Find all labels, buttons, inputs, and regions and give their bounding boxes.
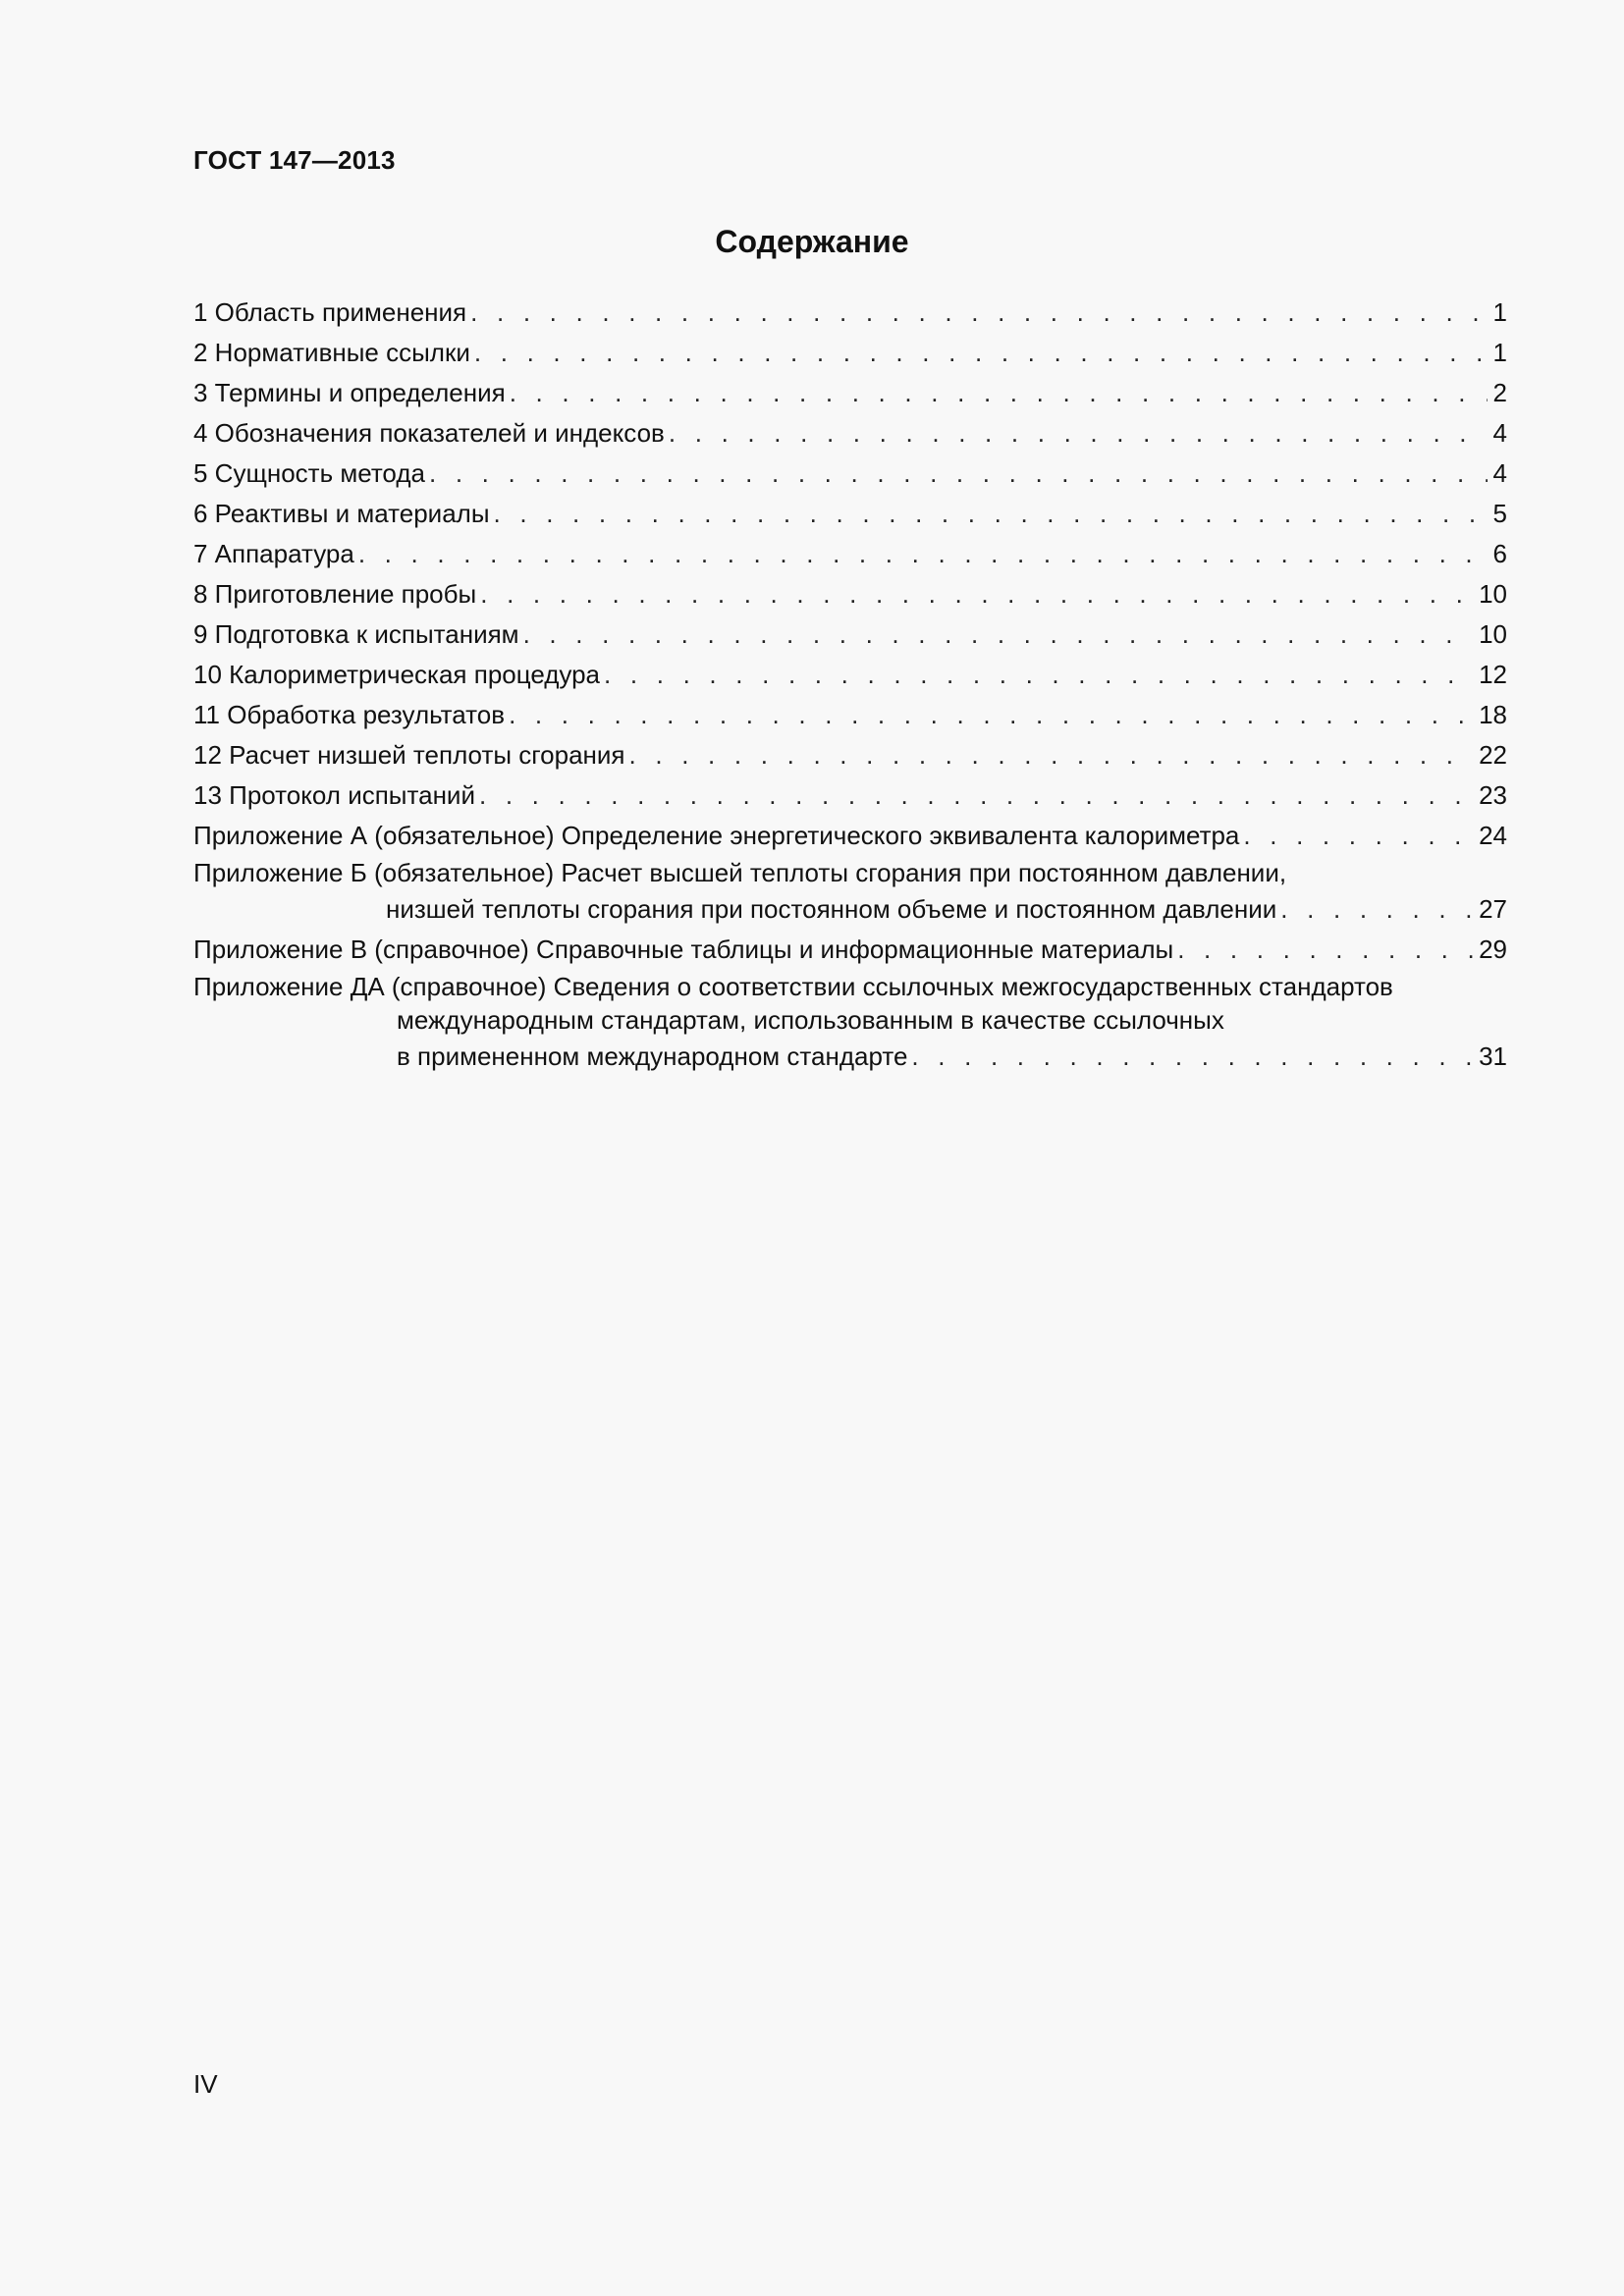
- toc-entry-8[interactable]: [193, 574, 1507, 614]
- toc-entry-text: 11 Обработка результатов: [193, 700, 506, 729]
- toc-entry-4[interactable]: [193, 413, 1507, 454]
- toc-entry-appendix-b[interactable]: [193, 856, 1507, 930]
- toc-entry-text: Приложение ДА (справочное) Сведения о соответствии ссылочных межгосударственных стандартов: [193, 972, 1393, 1001]
- dot-leader: [604, 655, 1473, 695]
- toc-entry-text: 4 Обозначения показателей и индексов: [193, 418, 665, 448]
- toc-entry-text: низшей теплоты сгорания при постоянном объеме и постоянном давлении: [386, 894, 1277, 924]
- toc-entry-7[interactable]: [193, 534, 1507, 574]
- dot-leader: [429, 454, 1488, 494]
- toc-page-number: 24: [1479, 821, 1507, 850]
- toc-entry-text: 5 Сущность метода: [193, 458, 425, 488]
- dot-leader: [474, 333, 1488, 373]
- toc-entry-text: Приложение А (обязательное) Определение энергетического эквивалента калориметра: [193, 821, 1240, 850]
- dot-leader: [523, 614, 1474, 655]
- toc-entry-text: 2 Нормативные ссылки: [193, 338, 470, 367]
- toc-entry-text: 6 Реактивы и материалы: [193, 499, 490, 528]
- toc-entry-10[interactable]: [193, 655, 1507, 695]
- toc-entry-text: Приложение Б (обязательное) Расчет высшей теплоты сгорания при постоянном давлении,: [193, 858, 1287, 887]
- toc-entry-text: 3 Термины и определения: [193, 378, 506, 407]
- toc-page-number: 4: [1492, 458, 1507, 488]
- toc-entry-text: международным стандартам, использованным в качестве ссылочных: [397, 1005, 1224, 1035]
- toc-entry-text: 13 Протокол испытаний: [193, 780, 475, 810]
- toc-page-number: 27: [1479, 894, 1507, 924]
- dot-leader: [480, 574, 1473, 614]
- dot-leader: [669, 413, 1488, 454]
- toc-entry-text: Приложение В (справочное) Справочные таблицы и информационные материалы: [193, 934, 1174, 964]
- toc-entry-1[interactable]: [193, 293, 1507, 333]
- toc-entry-text: 7 Аппаратура: [193, 539, 354, 568]
- toc-page-number: 2: [1492, 378, 1507, 407]
- table-of-contents: [193, 293, 1507, 1077]
- toc-entry-2[interactable]: [193, 333, 1507, 373]
- toc-page-number: 4: [1492, 418, 1507, 448]
- toc-page-number: 6: [1492, 539, 1507, 568]
- dot-leader: [470, 293, 1487, 333]
- toc-entry-5[interactable]: [193, 454, 1507, 494]
- toc-page-number: 10: [1479, 579, 1507, 609]
- toc-entry-3[interactable]: [193, 373, 1507, 413]
- toc-entry-text: в примененном международном стандарте: [397, 1041, 908, 1071]
- toc-entry-text: 12 Расчет низшей теплоты сгорания: [193, 740, 625, 770]
- dot-leader: [494, 494, 1488, 534]
- toc-entry-11[interactable]: [193, 695, 1507, 735]
- toc-entry-text: 10 Калориметрическая процедура: [193, 660, 601, 689]
- dot-leader: [479, 775, 1473, 816]
- dot-leader: [1243, 816, 1473, 856]
- toc-entry-text: 8 Приготовление пробы: [193, 579, 477, 609]
- toc-title: Содержание: [715, 224, 909, 259]
- toc-page-number: 23: [1479, 780, 1507, 810]
- toc-entry-appendix-a[interactable]: [193, 816, 1507, 856]
- toc-entry-13[interactable]: [193, 775, 1507, 816]
- toc-entry-text: 9 Подготовка к испытаниям: [193, 619, 519, 649]
- toc-page-number: 1: [1492, 338, 1507, 367]
- toc-entry-appendix-v[interactable]: [193, 930, 1507, 970]
- dot-leader: [1280, 889, 1473, 930]
- toc-page-number: 12: [1479, 660, 1507, 689]
- toc-entry-6[interactable]: [193, 494, 1507, 534]
- toc-page-number: 22: [1479, 740, 1507, 770]
- toc-entry-12[interactable]: [193, 735, 1507, 775]
- toc-entry-9[interactable]: [193, 614, 1507, 655]
- toc-page-number: 29: [1479, 934, 1507, 964]
- toc-entry-appendix-da[interactable]: [193, 970, 1507, 1077]
- toc-entry-text: 1 Область применения: [193, 297, 467, 327]
- dot-leader: [629, 735, 1474, 775]
- toc-page-number: 10: [1479, 619, 1507, 649]
- document-id: ГОСТ 147—2013: [193, 145, 396, 175]
- toc-page-number: 5: [1492, 499, 1507, 528]
- dot-leader: [509, 695, 1473, 735]
- toc-page-number: 31: [1479, 1041, 1507, 1071]
- toc-page-number: 1: [1492, 297, 1507, 327]
- dot-leader: [358, 534, 1488, 574]
- dot-leader: [510, 373, 1488, 413]
- page-number: IV: [193, 2069, 218, 2099]
- dot-leader: [911, 1037, 1473, 1077]
- toc-page-number: 18: [1479, 700, 1507, 729]
- dot-leader: [1177, 930, 1473, 970]
